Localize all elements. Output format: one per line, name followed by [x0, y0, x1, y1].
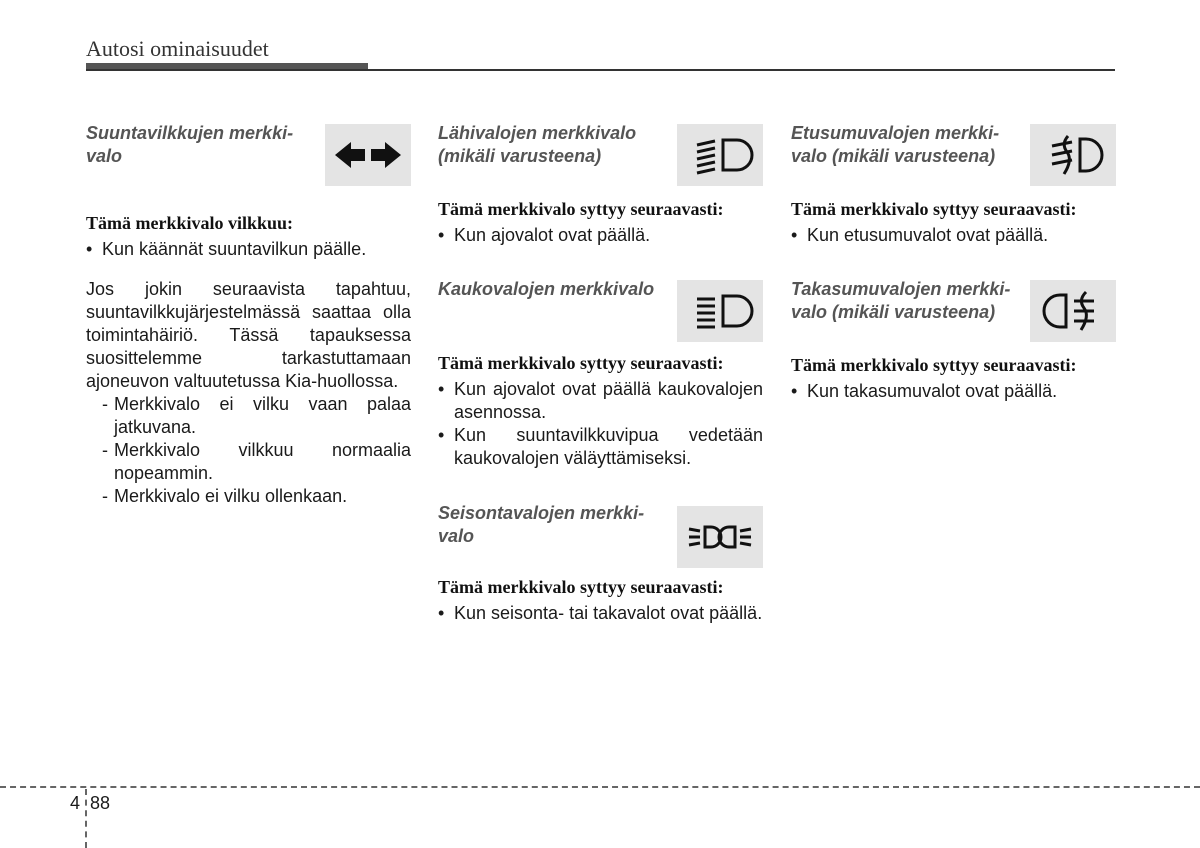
low-beam-section	[438, 120, 763, 245]
turn-signal-arrows-icon	[325, 124, 411, 186]
footer-divider-vertical	[85, 789, 87, 848]
footer-divider	[0, 786, 1200, 788]
page-header-title: Autosi ominaisuudet	[86, 36, 269, 61]
list-item: • Kun etusumuvalot ovat päällä.	[791, 224, 1116, 247]
indicator-lead: Tämä merkkivalo vilkkuu:	[86, 213, 294, 233]
turn-signal-section	[86, 120, 411, 506]
position-lights-icon	[677, 506, 763, 568]
section-title: Kaukovalojen merkkivalo	[438, 279, 655, 299]
list-item: • Kun seisonta- tai takavalot ovat päällä.	[438, 602, 763, 625]
list-item: • Kun ajovalot ovat päällä.	[438, 224, 763, 247]
section-title: Suuntavilkkujen merkki-valo	[86, 123, 294, 166]
indicator-lead: Tämä merkkivalo syttyy seuraavasti:	[438, 199, 724, 219]
list-item: - Merkkivalo vilkkuu normaalia nopeammin.	[86, 439, 411, 485]
chapter-number: 4	[70, 793, 81, 813]
front-fog-light-icon	[1030, 124, 1116, 186]
indicator-lead: Tämä merkkivalo syttyy seuraavasti:	[438, 353, 724, 373]
rear-fog-light-icon	[1030, 280, 1116, 342]
rear-fog-section	[791, 276, 1116, 401]
warning-paragraph: Jos jokin seuraavista tapahtuu, suuntavilkkujärjestelmässä saattaa olla toimintahäiriö. Tässä tapauksessa suosittelemme tarkastuttamaan ajoneuvon valtuutetussa Kia-huollossa.	[86, 279, 411, 391]
front-fog-section	[791, 120, 1116, 245]
list-item: • Kun suuntavilkkuvipua vedetään kaukovalojen väläyttämiseksi.	[438, 424, 763, 470]
list-item: - Merkkivalo ei vilku vaan palaa jatkuvana.	[86, 393, 411, 439]
page-number: 88	[90, 793, 111, 813]
high-beam-icon	[677, 280, 763, 342]
indicator-lead: Tämä merkkivalo syttyy seuraavasti:	[791, 199, 1077, 219]
indicator-lead: Tämä merkkivalo syttyy seuraavasti:	[791, 355, 1077, 375]
list-item: • Kun takasumuvalot ovat päällä.	[791, 380, 1116, 403]
position-lights-section	[438, 500, 763, 623]
section-title: Etusumuvalojen merkki-valo (mikäli varusteena)	[791, 123, 1000, 166]
list-item: • Kun käännät suuntavilkun päälle.	[86, 238, 411, 261]
section-title: Takasumuvalojen merkki-valo (mikäli varusteena)	[791, 279, 1011, 322]
header-rule	[86, 69, 1115, 71]
indicator-lead: Tämä merkkivalo syttyy seuraavasti:	[438, 577, 724, 597]
section-title: Lähivalojen merkkivalo (mikäli varusteena)	[438, 123, 637, 166]
low-beam-icon	[677, 124, 763, 186]
list-item: • Kun ajovalot ovat päällä kaukovalojen asennossa.	[438, 378, 763, 424]
section-title: Seisontavalojen merkki-valo	[438, 503, 645, 546]
list-item: - Merkkivalo ei vilku ollenkaan.	[86, 485, 411, 508]
high-beam-section	[438, 276, 763, 468]
